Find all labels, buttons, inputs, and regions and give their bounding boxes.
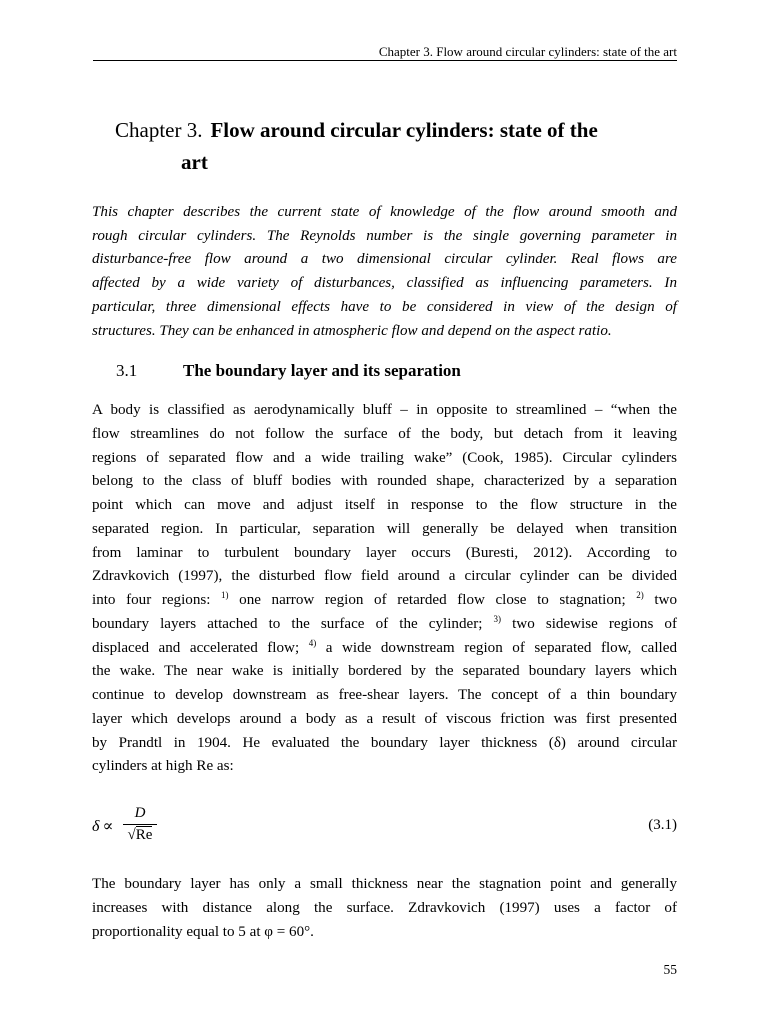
paragraph-line: cylinders at high Re as: [92,758,234,775]
paragraph-line [92,613,677,637]
square-root-icon: √ [127,827,136,843]
abstract-line: This chapter describes the current state of knowledge of the flow around smooth and [92,204,677,220]
abstract-line: structures. They can be enhanced in atmospheric flow and depend on the aspect ratio. [92,322,612,339]
body-paragraph [92,399,677,779]
body-paragraph [92,873,677,944]
equation-lhs [92,816,113,836]
paragraph-line [92,589,677,613]
paragraph-line: belong to the class of bluff bodies with rounded shape, characterized by a separation [92,473,677,490]
text-run: boundary layers attached to the surface of the cylinder; [92,615,494,632]
text-run: two sidewise regions of [501,615,677,632]
paragraph-line [92,637,677,661]
paragraph-line: point which can move and adjust itself in response to the flow structure in the [92,497,677,513]
paragraph-line: regions of separated flow and a wide trailing wake” (Cook, 1985). Circular cylinders [92,449,677,466]
fraction-denominator [123,826,157,844]
paragraph-line: separated region. In particular, separation will generally be delayed when transition [92,520,677,537]
paragraph-line: A body is classified as aerodynamically bluff – in opposite to streamlined – “when the [92,402,677,418]
equation-fraction [123,804,157,844]
paragraph-line: proportionality equal to 5 at φ = 60°. [92,923,314,940]
radicand: Re [135,827,153,843]
chapter-abstract [92,201,677,343]
paragraph-line: flow streamlines do not follow the surface of the body, but detach from it leaving [92,425,677,442]
header-rule [93,60,677,61]
chapter-heading [115,114,685,178]
region-marker-1: 1) [221,590,229,600]
delta-symbol: δ [92,818,100,835]
region-marker-3: 3) [493,613,502,624]
chapter-title-line2: art [181,150,208,174]
paragraph-line: The boundary layer has only a small thickness near the stagnation point and generally [92,876,677,892]
chapter-title-line1: Flow around circular cylinders: state of the [210,118,598,142]
paragraph-line: by Prandtl in 1904. He evaluated the boundary layer thickness (δ) around circular [92,734,677,751]
fraction-bar [123,824,157,825]
section-number: 3.1 [116,361,138,380]
paragraph-line: increases with distance along the surface. Zdravkovich (1997) uses a factor of [92,899,677,916]
text-run: displaced and accelerated flow; [92,639,309,656]
abstract-line: rough circular cylinders. The Reynolds number is the single governing parameter in [92,227,677,244]
fraction-numerator: D [134,805,146,821]
chapter-label: Chapter 3. [115,118,203,142]
paragraph-line: the wake. The near wake is initially bordered by the separated boundary layers which [92,663,677,680]
proportional-symbol: ∝ [102,818,114,835]
abstract-line: disturbance-free flow around a two dimensional circular cylinder. Real flows are [92,251,677,268]
running-header: Chapter 3. Flow around circular cylinders: state of the art [378,44,677,59]
text-run: into four regions: [92,592,222,608]
paragraph-line: layer which develops around a body as a result of viscous friction was first presented [92,710,677,727]
paragraph-line: continue to develop downstream as free-shear layers. The concept of a thin boundary [92,687,677,703]
equation-3-1 [92,804,677,850]
region-marker-2: 2) [636,590,644,600]
text-run: two [643,592,678,608]
region-marker-4: 4) [308,637,317,648]
paragraph-line: Zdravkovich (1997), the disturbed flow field around a circular cylinder can be divided [92,568,677,585]
text-run: one narrow region of retarded flow close to stagnation; [228,592,637,608]
text-run: a wide downstream region of separated flow, called [316,639,677,656]
abstract-line: particular, three dimensional effects have to be considered in view of the design of [92,298,677,315]
paragraph-line: from laminar to turbulent boundary layer occurs (Buresti, 2012). According to [92,544,677,561]
section-heading [116,360,676,382]
section-title: The boundary layer and its separation [183,361,461,380]
page-number: 55 [663,962,677,977]
equation-number: (3.1) [648,817,677,833]
abstract-line: affected by a wide variety of disturbances, classified as influencing parameters. In [92,275,677,292]
